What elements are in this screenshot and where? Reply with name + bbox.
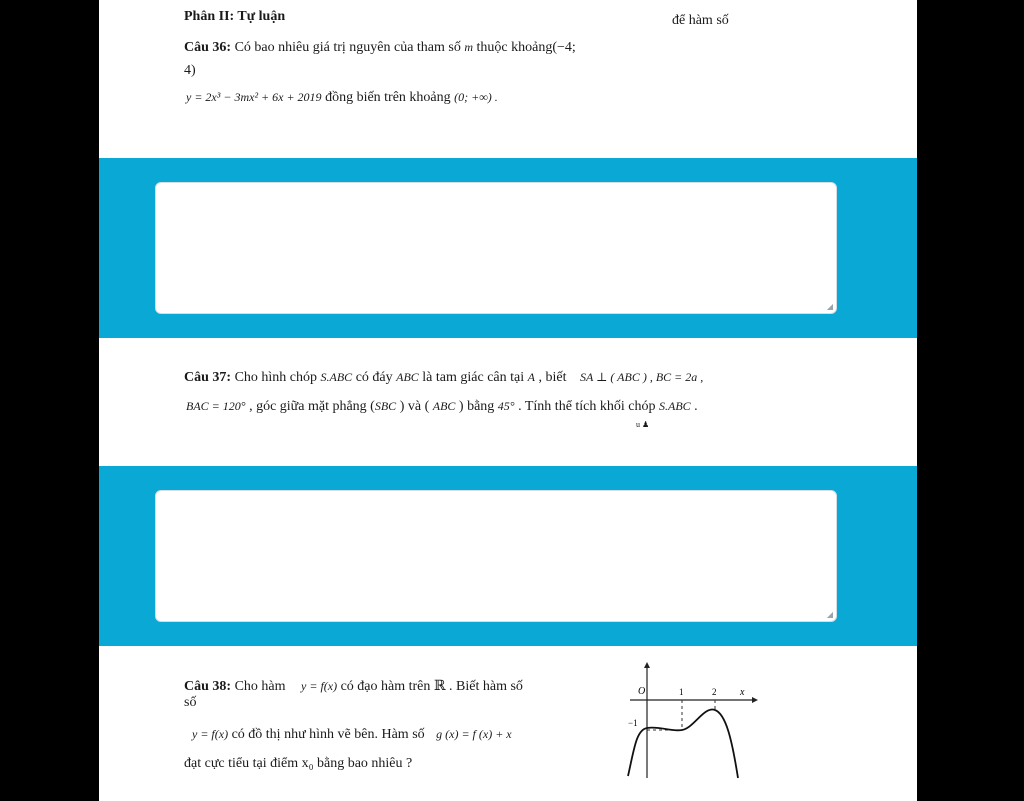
question-37-line1 (184, 368, 703, 387)
question-37-cond: SA ⊥ ( ABC ) , BC = 2a , (579, 370, 704, 384)
question-36-formula: y = 2x³ − 3mx² + 6x + 2019 (186, 90, 322, 104)
section-right-note: để hàm số (672, 13, 729, 28)
question-37-text6: ) và ( (399, 399, 430, 414)
question-36-text: Có bao nhiêu giá trị nguyên của tham số (234, 40, 461, 55)
section-title: Phân II: Tự luận (184, 9, 286, 24)
question-37-line2 (186, 397, 698, 416)
question-36-var-m: m (464, 40, 474, 54)
question-38-line1 (184, 677, 523, 696)
question-38-line2: số (184, 695, 197, 710)
question-37-abc: ABC (396, 370, 419, 384)
question-38-line4: đạt cực tiểu tại điểm x₀ bằng bao nhiêu ? (184, 756, 413, 771)
question-36-text2: thuộc khoảng(−4; (476, 40, 576, 55)
tick-label-1: 1 (679, 687, 684, 697)
function-curve (628, 710, 738, 778)
question-37-a: A (527, 370, 535, 384)
question-38-f2: y = f(x) (192, 727, 229, 741)
answer-input-37[interactable] (155, 490, 837, 622)
question-36-interval: (0; +∞) . (454, 90, 498, 104)
question-36-line3 (186, 88, 498, 107)
question-38-text: Cho hàm (234, 679, 286, 694)
question-37-text5: , góc giữa mặt phẳng ( (249, 399, 375, 414)
question-37-sabc: S.ABC (320, 370, 353, 384)
question-37-angle: BAC = 120° (186, 399, 246, 413)
question-38-text3: . Biết hàm số (449, 679, 523, 694)
question-38-label: Câu 38: (184, 679, 232, 694)
question-37-sabc2: S.ABC (659, 399, 691, 413)
question-38-g: g (x) = f (x) + x (436, 727, 512, 741)
question-38-text2: có đạo hàm trên (340, 679, 431, 694)
resize-grip-icon[interactable]: ◢ (826, 302, 833, 311)
question-38-f1: y = f(x) (301, 679, 338, 693)
question-37-deg: 45° (497, 399, 515, 413)
question-37-text8: . Tính thể tích khối chóp (518, 399, 656, 414)
question-38-text4: có đồ thị như hình vẽ bên. Hàm số (231, 727, 425, 742)
question-37-abc2: ABC (432, 399, 456, 413)
x-axis-arrow-icon (752, 697, 758, 703)
question-37-label: Câu 37: (184, 370, 232, 385)
question-36-text3: đồng biến trên khoảng (325, 90, 451, 105)
tick-label-neg1: −1 (628, 718, 638, 728)
question-37-end: . (694, 399, 698, 414)
question-37-sbc: SBC (374, 399, 397, 413)
stray-mark: u ♟ (636, 420, 650, 429)
origin-label: O (638, 686, 646, 697)
question-36-line2: 4) (184, 63, 196, 78)
y-axis-arrow-icon (644, 662, 650, 668)
x-label: x (740, 687, 745, 698)
question-38-r: ℝ (433, 679, 446, 694)
question-38-line3 (192, 725, 512, 744)
question-37-text4: , biết (538, 370, 567, 385)
tick-label-2: 2 (712, 687, 717, 697)
question-37-text7: ) bằng (458, 399, 495, 414)
function-graph (620, 660, 760, 780)
question-37-text2: có đáy (355, 370, 393, 385)
resize-grip-icon[interactable]: ◢ (826, 610, 833, 619)
question-37-text: Cho hình chóp (234, 370, 318, 385)
question-36-line1 (184, 38, 576, 57)
answer-input-36[interactable] (155, 182, 837, 314)
question-37-text3: là tam giác cân tại (422, 370, 525, 385)
question-36-label: Câu 36: (184, 40, 232, 55)
